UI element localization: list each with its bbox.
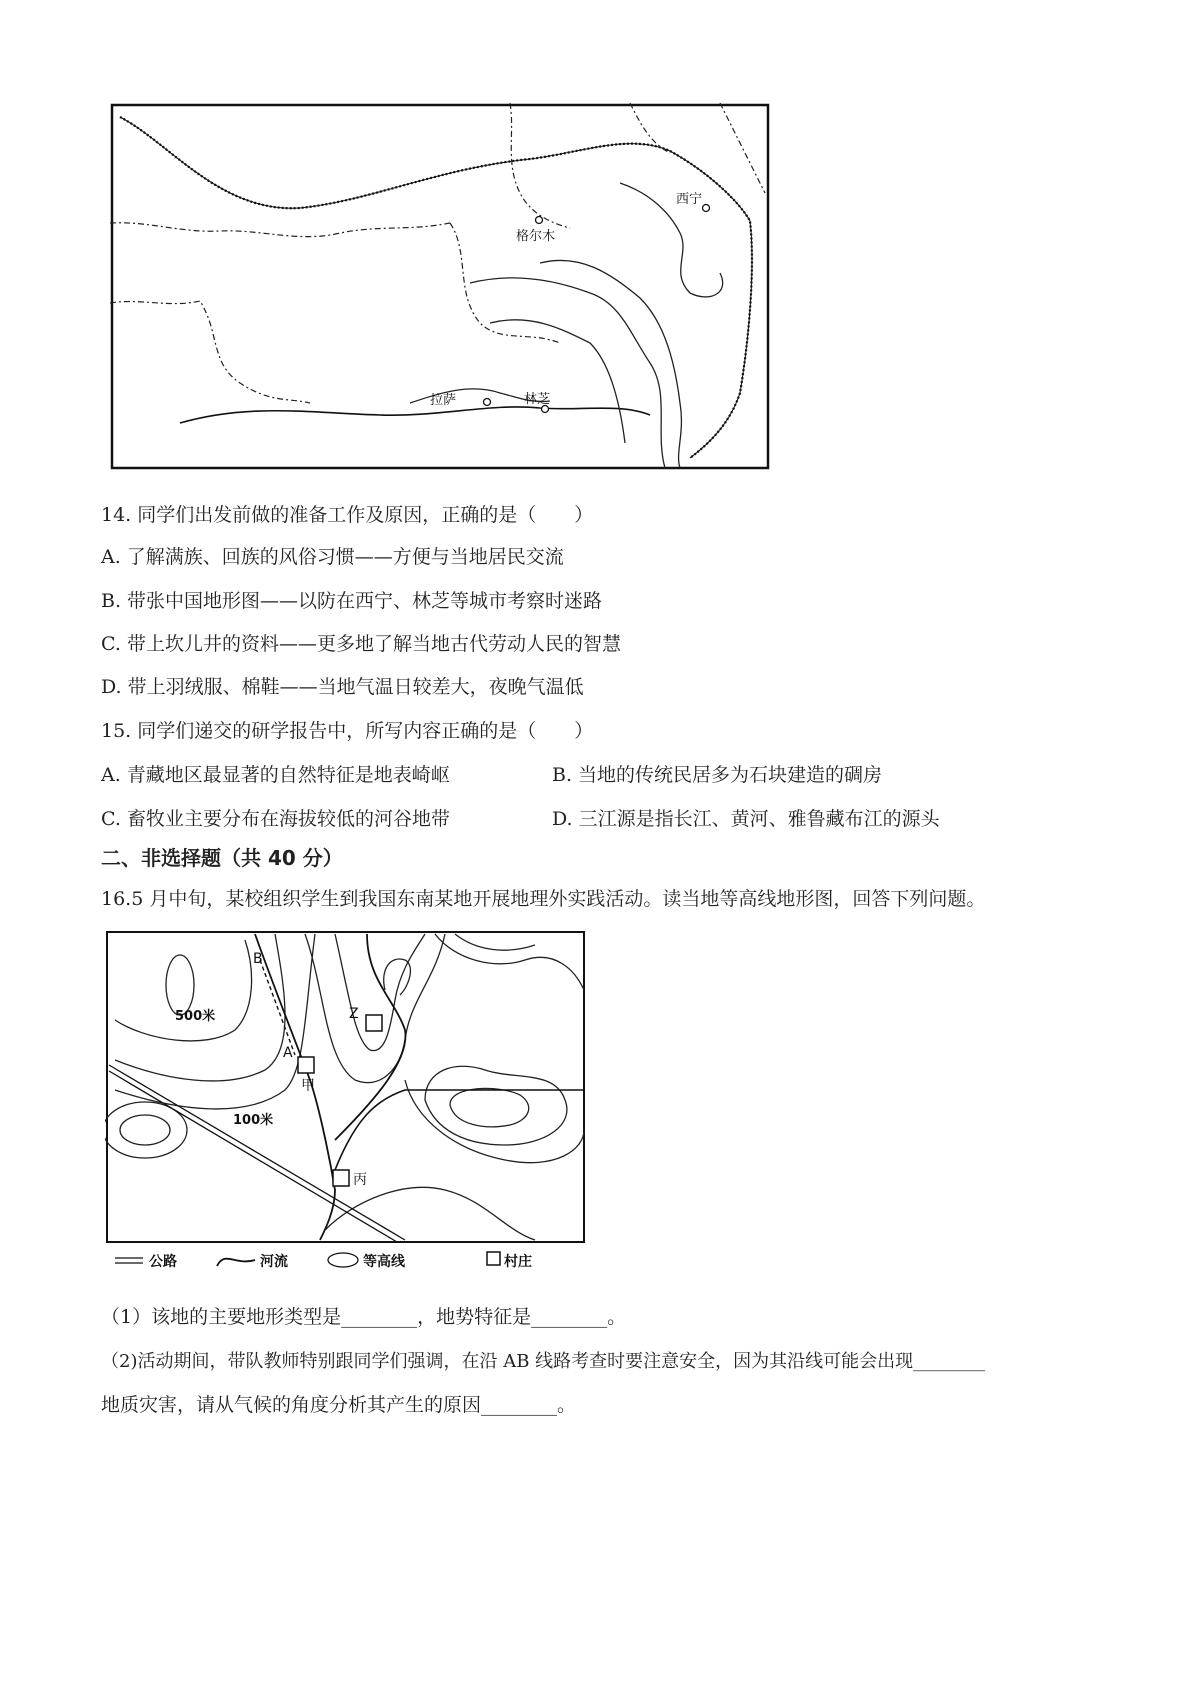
- q14-stem: 14. 同学们出发前做的准备工作及原因，正确的是（ ）: [101, 504, 594, 526]
- section-2-heading: 二、非选择题（共 40 分）: [101, 846, 343, 870]
- tibet-plateau-map-svg: [110, 103, 770, 470]
- legend-village: 村庄: [504, 1254, 532, 1270]
- city-label-geermu: 格尔木: [516, 229, 556, 244]
- q16-sub2-line2: 地质灾害，请从气候的角度分析其产生的原因________。: [101, 1394, 577, 1416]
- point-label-a: A: [283, 1045, 293, 1061]
- contour-map-svg: [105, 930, 587, 1280]
- q14-option-d: D. 带上羽绒服、棉鞋——当地气温日较差大，夜晚气温低: [101, 676, 584, 698]
- q14-option-c: C. 带上坎儿井的资料——更多地了解当地古代劳动人民的智慧: [101, 633, 621, 655]
- city-label-lasa: 拉萨: [430, 393, 457, 408]
- tibet-plateau-map: [110, 103, 770, 470]
- point-label-b: B: [253, 951, 263, 967]
- q15-option-c: C. 畜牧业主要分布在海拔较低的河谷地带: [101, 808, 450, 830]
- city-label-linzhi: 林芝: [524, 392, 551, 407]
- q16-stem: 16.5 月中旬，某校组织学生到我国东南某地开展地理外实践活动。读当地等高线地形图，回答下列问题。: [101, 888, 986, 910]
- q16-sub2-line1: （2)活动期间，带队教师特别跟同学们强调，在沿 AB 线路考查时要注意安全，因为其沿线可能会出现________: [101, 1351, 986, 1372]
- legend-contour: 等高线: [363, 1254, 405, 1270]
- q15-stem: 15. 同学们递交的研学报告中，所写内容正确的是（ ）: [101, 720, 594, 742]
- city-label-xining: 西宁: [676, 192, 703, 207]
- q16-sub1: （1）该地的主要地形类型是________，地势特征是________。: [101, 1306, 627, 1328]
- q15-option-b: B. 当地的传统民居多为石块建造的碉房: [552, 764, 883, 786]
- village-label-bing: 丙: [353, 1172, 367, 1188]
- legend-road: 公路: [149, 1254, 177, 1270]
- contour-label-100: 100米: [233, 1113, 274, 1128]
- q14-option-a: A. 了解满族、回族的风俗习惯——方便与当地居民交流: [101, 546, 564, 568]
- q14-option-b: B. 带张中国地形图——以防在西宁、林芝等城市考察时迷路: [101, 590, 603, 612]
- contour-label-500: 500米: [175, 1009, 216, 1024]
- q15-option-d: D. 三江源是指长江、黄河、雅鲁藏布江的源头: [552, 808, 940, 830]
- village-label-jia: 甲: [301, 1078, 315, 1094]
- village-label-yi: Z: [349, 1006, 359, 1022]
- q15-option-a: A. 青藏地区最显著的自然特征是地表崎岖: [101, 764, 450, 786]
- legend-river: 河流: [260, 1254, 288, 1270]
- contour-map: [105, 930, 587, 1280]
